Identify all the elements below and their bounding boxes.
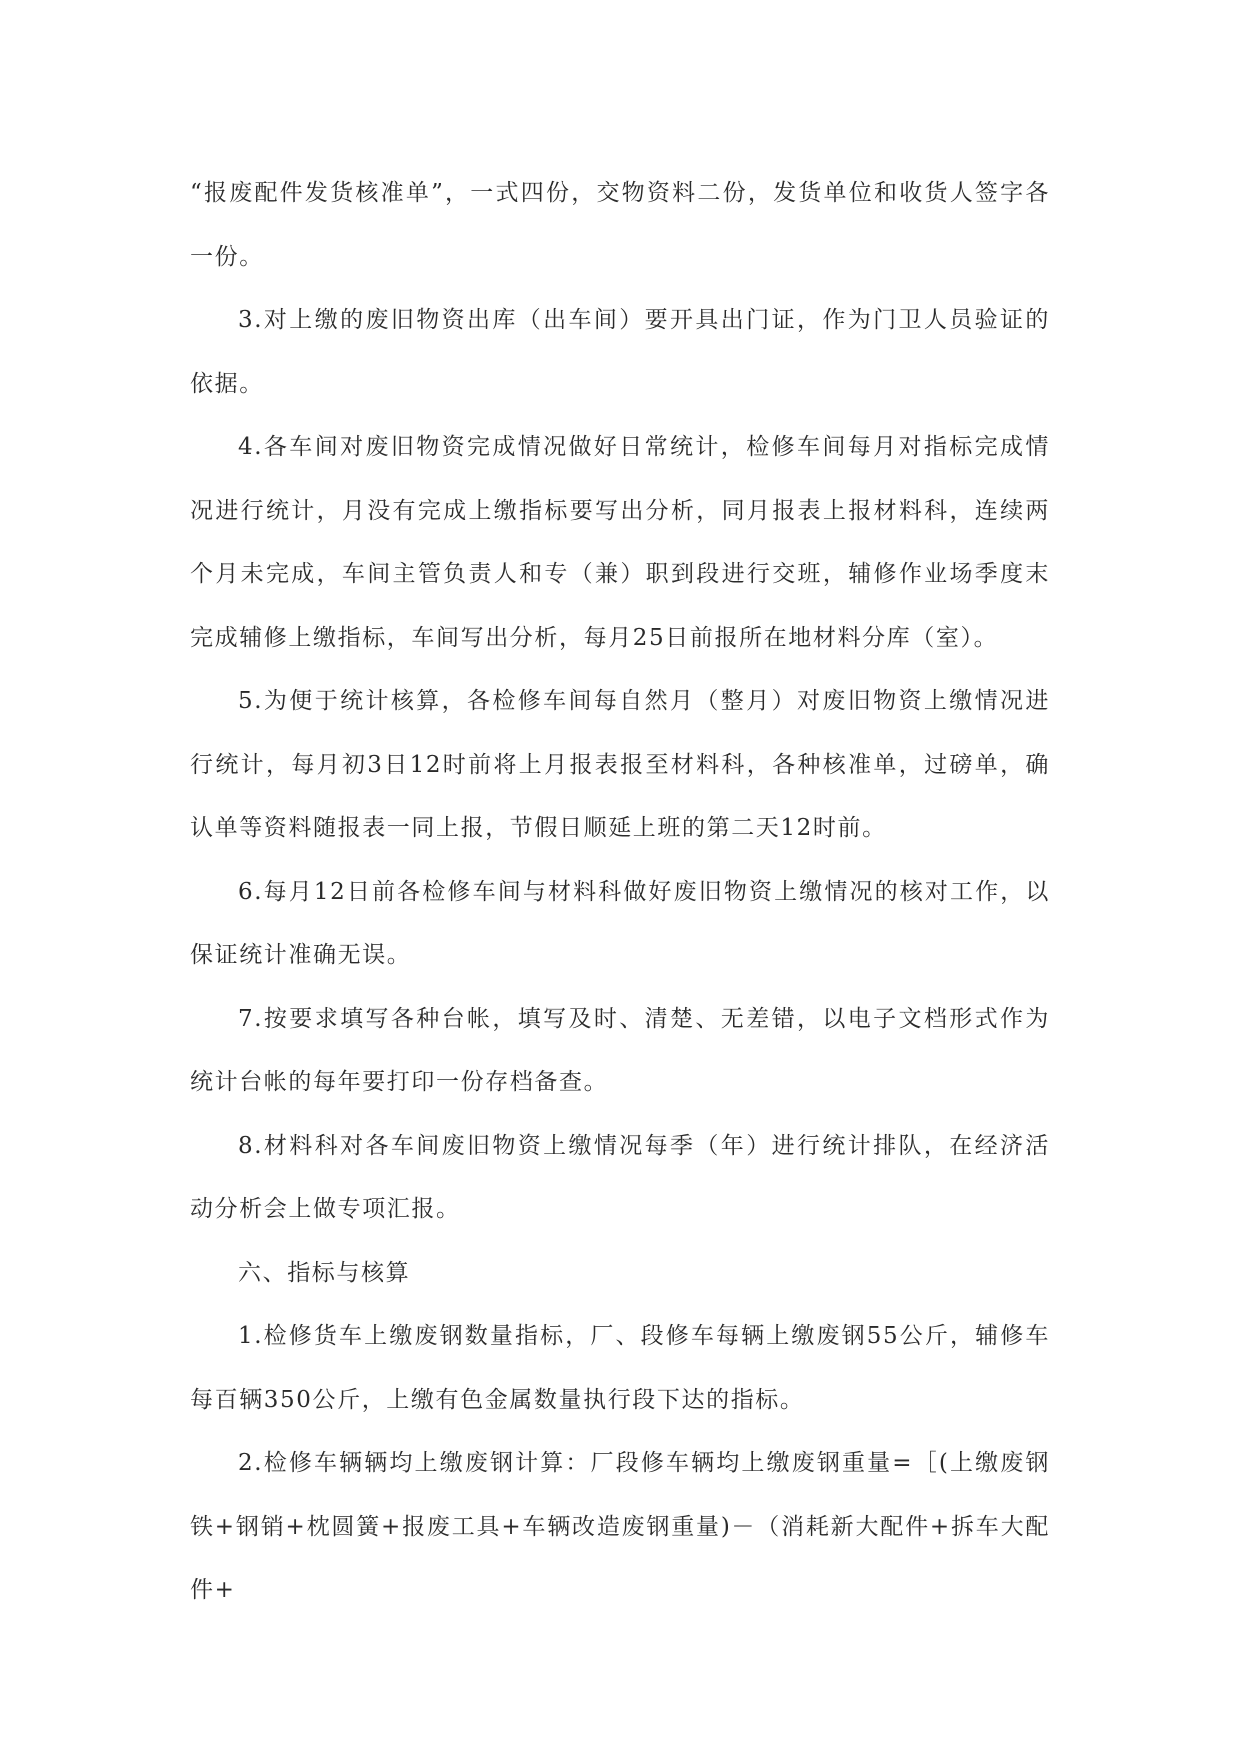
paragraph-item-7: 7.按要求填写各种台帐，填写及时、清楚、无差错，以电子文档形式作为统计台帐的每年要打印一份存档备查。 bbox=[190, 1005, 1050, 1095]
paragraph-item-4: 4.各车间对废旧物资完成情况做好日常统计，检修车间每月对指标完成情况进行统计，月没有完成上缴指标要写出分析，同月报表上报材料科，连续两个月未完成，车间主管负责人和专（兼）职到段进行交班，辅修作业场季度末完成辅修上缴指标，车间写出分析，每月25日前报所在地材料分库（室）。 bbox=[190, 434, 1050, 651]
paragraph-continuation: “报废配件发货核准单”，一式四份，交物资料二份，发货单位和收货人签字各一份。 bbox=[190, 180, 1050, 270]
paragraph-item-8: 8.材料科对各车间废旧物资上缴情况每季（年）进行统计排队，在经济活动分析会上做专项汇报。 bbox=[190, 1132, 1050, 1222]
paragraph-indicator-1: 1.检修货车上缴废钢数量指标，厂、段修车每辆上缴废钢55公斤，辅修车每百辆350公斤，上缴有色金属数量执行段下达的指标。 bbox=[190, 1323, 1050, 1413]
section-heading-six: 六、指标与核算 bbox=[238, 1259, 411, 1286]
paragraph-item-6: 6.每月12日前各检修车间与材料科做好废旧物资上缴情况的核对工作，以保证统计准确无误。 bbox=[190, 878, 1050, 968]
paragraph-indicator-2: 2.检修车辆辆均上缴废钢计算：厂段修车辆均上缴废钢重量=［(上缴废钢铁+钢销+枕圆簧+报废工具+车辆改造废钢重量)－（消耗新大配件+拆车大配件+ bbox=[190, 1450, 1050, 1603]
paragraph-item-3: 3.对上缴的废旧物资出库（出车间）要开具出门证，作为门卫人员验证的依据。 bbox=[190, 307, 1050, 397]
paragraph-item-5: 5.为便于统计核算，各检修车间每自然月（整月）对废旧物资上缴情况进行统计，每月初3日12时前将上月报表报至材料科，各种核准单，过磅单，确认单等资料随报表一同上报，节假日顺延上班的第二天12时前。 bbox=[190, 688, 1050, 841]
document-body bbox=[190, 162, 1050, 1623]
